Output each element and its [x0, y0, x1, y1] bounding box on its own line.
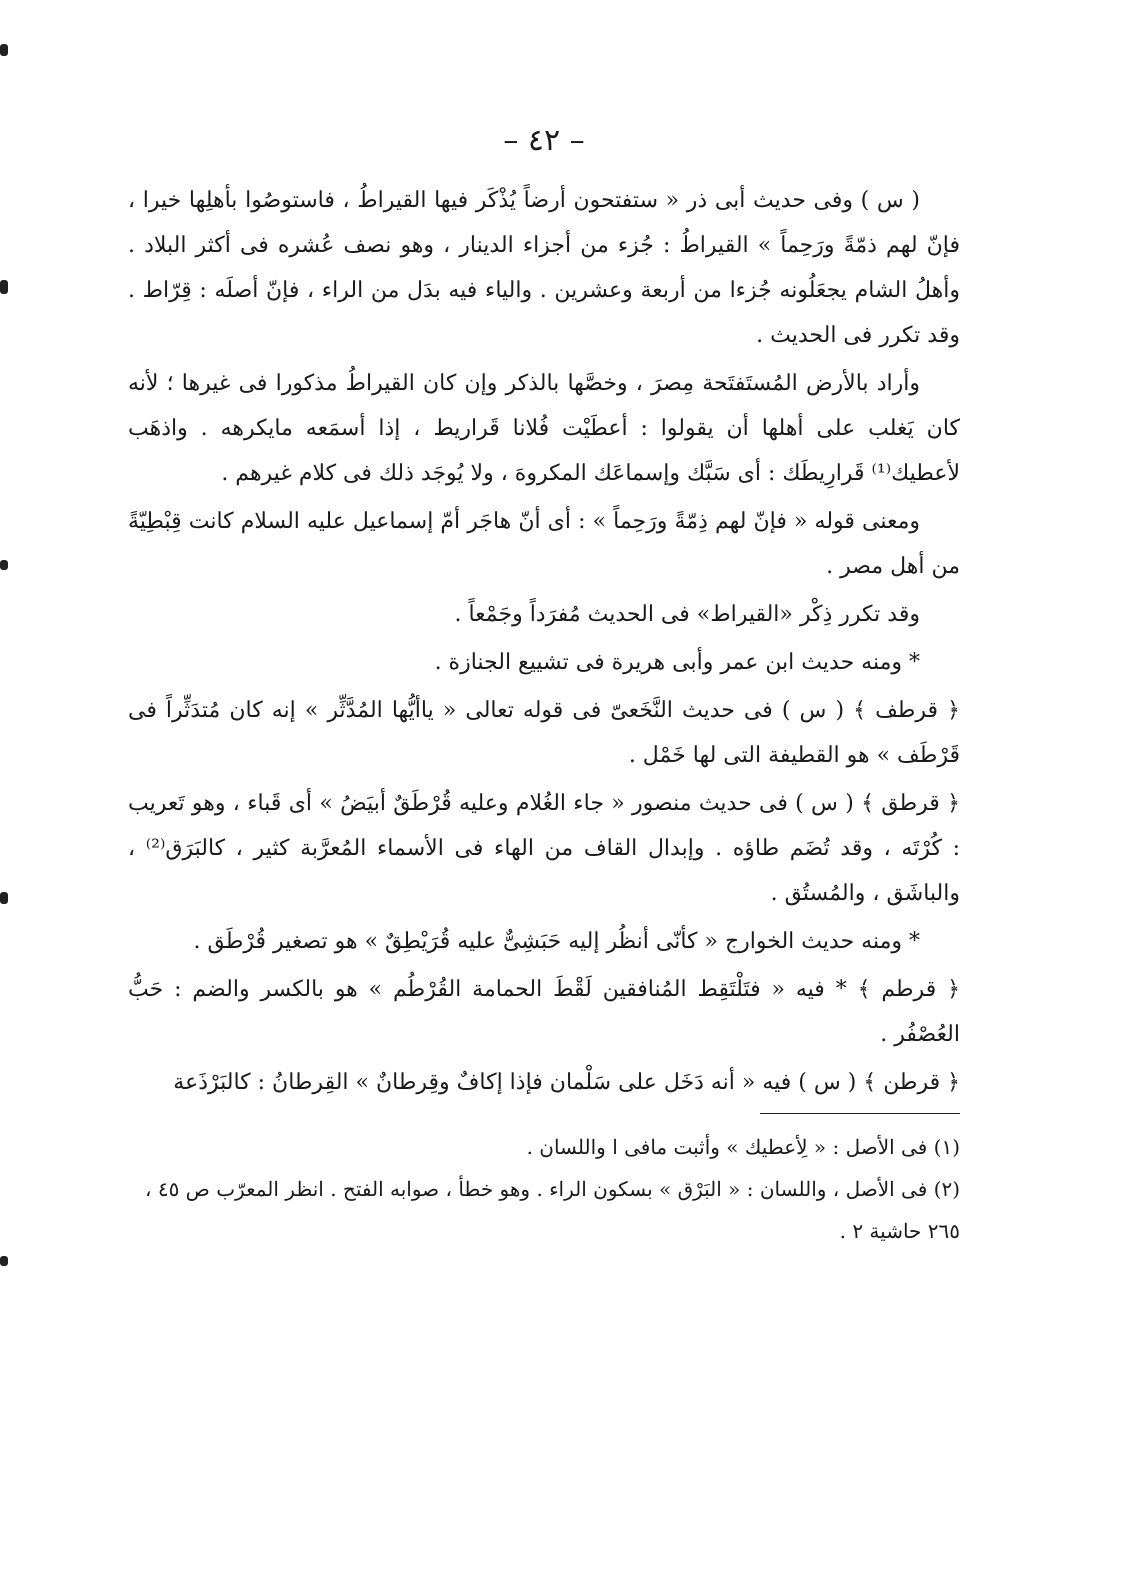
entry-qartaf: ﴿ قرطف ﴾ ( س ) فى حديث النَّخَعىّ فى قوله تعالى « ياأيُّها المُدَّثِّر » إنه كان مُتدَثِّراً فى قَرْطَف » هو القطيفة التى لها خَمْل . — [128, 698, 960, 768]
scan-edge-mark — [0, 280, 8, 294]
entry-qartam: ﴿ قرطم ﴾ * فيه « فتَلْتَقِط المُنافقين لَقْطَ الحمامة القُرْطُم » هو بالكسر والضم : حَبُّ العُصْفُر . — [128, 977, 960, 1047]
paragraph-qirat: ( س ) وفى حديث أبى ذر « ستفتحون أرضاً يُذْكَر فيها القيراطُ ، فاستوصُوا بأهلِها خيرا ، فإنّ لهم ذمّةً ورَحِماً » القيراطُ : جُزء من أجزاء الدينار ، وهو نصف عُشره فى أكثر البلاد . وأهلُ الشام يجعَلُونه جُزءا من أربعة وعشرين . والياء فيه بدَل من الراء ، فإنّ أصلَه : قِرّاط . وقد تكرر فى الحديث . — [128, 188, 960, 348]
scan-edge-mark — [0, 560, 8, 570]
footnote-2: (٢) فى الأصل ، واللسان : « البَرْق » بسكون الراء . وهو خطأ ، صوابه الفتح . انظر المعرّب ص ٤٥ ، ٢٦٥ حاشية ٢ . — [145, 1177, 960, 1243]
paragraph-dhimma: ومعنى قوله « فإنّ لهم ذِمّةً ورَحِماً » : أى أنّ هاجَر أمّ إسماعيل عليه السلام كانت قِبْطِيّةً من أهل مصر . — [128, 509, 960, 579]
footnote-1: (١) فى الأصل : « لِأعطيك » وأثبت مافى ا واللسان . — [526, 1135, 960, 1159]
entry-qartan: ﴿ قرطن ﴾ ( س ) فيه « أنه دَخَل على سَلْمان فإذا إكافٌ وقِرطانٌ » القِرطانُ : كالبَرْذَعة — [173, 1070, 960, 1095]
paragraph-ibn-umar: * ومنه حديث ابن عمر وأبى هريرة فى تشييع الجنازة . — [434, 650, 920, 675]
paragraph-qirat-repeated: وقد تكرر ذِكْر «القيراط» فى الحديث مُفرَداً وجَمْعاً . — [454, 602, 920, 627]
scan-edge-mark — [0, 44, 8, 56]
scan-edge-mark — [0, 1256, 8, 1266]
paragraph-misr: وأراد بالأرض المُستَفتَحة مِصرَ ، وخصَّها بالذكر وإن كان القيراطُ مذكورا فى غيرها ؛ لأنه كان يَغلب على أهلها أن يقولوا : أعطَيْت فُلانا قَراريط ، إذا أسمَعه مايكرهه . واذهَب لأعطيك⁽¹⁾ قَرارِيطَك : أى سَبَّك وإسماعَك المكروهَ ، ولا يُوجَد ذلك فى كلام غيرهم . — [128, 371, 960, 486]
scan-edge-mark — [0, 892, 8, 904]
footnote-divider — [760, 1113, 960, 1114]
entry-qartaq: ﴿ قرطق ﴾ ( س ) فى حديث منصور « جاء الغُلام وعليه قُرْطَقٌ أبيَضُ » أى قَباء ، وهو تَعريب : كُرْتَه ، وقد تُضَم طاؤه . وإبدال القاف من الهاء فى الأسماء المُعرَّبة كثير ، كالبَرَق⁽²⁾ ، والباشَق ، والمُستُق . — [128, 791, 960, 906]
paragraph-khawarij: * ومنه حديث الخوارج « كأنّى أنظُر إليه حَبَشِىٌّ عليه قُرَيْطِقٌ » هو تصغير قُرْطَق . — [193, 929, 920, 954]
page-number: – ٤٢ – — [503, 123, 585, 158]
document-page — [128, 118, 960, 1252]
